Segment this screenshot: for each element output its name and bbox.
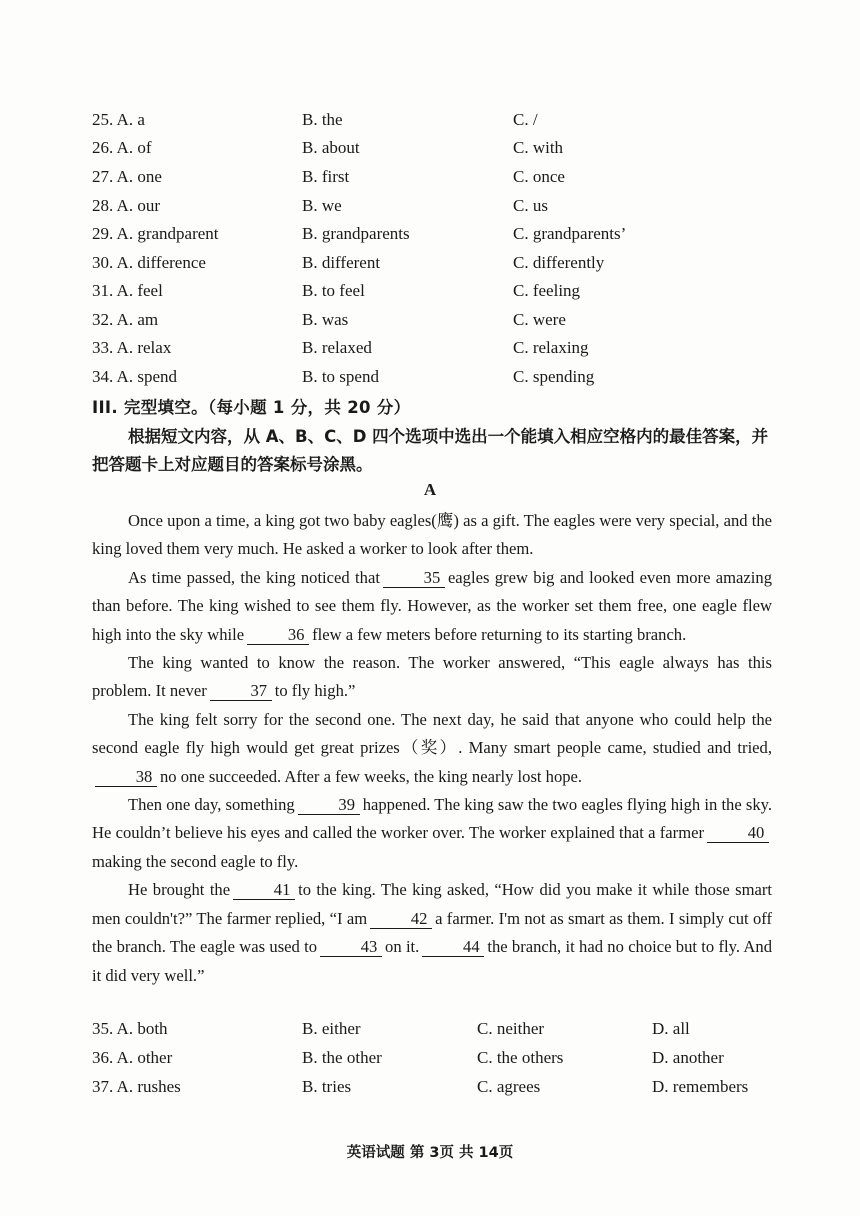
- option-b: B. to spend: [302, 367, 379, 386]
- option-a: 28. A. our: [92, 196, 160, 215]
- option-c: C. us: [513, 196, 548, 215]
- option-d: D. another: [652, 1048, 724, 1067]
- option-b: B. about: [302, 138, 360, 157]
- option-a: 30. A. difference: [92, 253, 206, 272]
- text: happened. The king saw the two eagles flying high in the sky. He couldn’t believe his eyes and called the worker over. The worker explained that a farmer: [92, 795, 772, 843]
- text: As time passed, the king noticed that: [128, 567, 380, 587]
- text: Then one day, something: [128, 795, 295, 815]
- option-a: 37. A. rushes: [92, 1077, 181, 1096]
- text: He brought the: [128, 880, 231, 900]
- blank-39: 39: [298, 796, 360, 815]
- paragraph: [92, 649, 772, 706]
- option-c: C. differently: [513, 253, 605, 272]
- paragraph: [92, 791, 772, 876]
- blank-38: 38: [95, 768, 157, 787]
- blank-43: 43: [320, 938, 382, 957]
- text: making the second eagle to fly.: [92, 851, 299, 871]
- option-b: B. the: [302, 110, 343, 129]
- option-c: C. grandparents’: [513, 224, 627, 243]
- option-b: B. tries: [302, 1077, 352, 1096]
- option-d: D. all: [652, 1019, 690, 1038]
- paragraph: [92, 706, 772, 791]
- option-c: C. were: [513, 310, 566, 329]
- option-a: 35. A. both: [92, 1019, 168, 1038]
- option-a: 29. A. grandparent: [92, 224, 219, 243]
- option-a: 26. A. of: [92, 138, 152, 157]
- option-c: C. relaxing: [513, 338, 589, 357]
- option-b: B. we: [302, 196, 342, 215]
- passage-title: A: [423, 480, 437, 499]
- text: flew a few meters before returning to its starting branch.: [312, 624, 687, 644]
- option-a: 25. A. a: [92, 110, 145, 129]
- paragraph: Once upon a time, a king got two baby eagles(鹰) as a gift. The eagles were very special, and the king loved them very much. He asked a worker to look after them.: [92, 511, 772, 559]
- paragraph: [92, 564, 772, 649]
- cloze-passage: [92, 507, 772, 990]
- text: eagles grew big and looked even more amazing than before. The king wished to see them fly. However, as the worker set them free, one eagle flew high into the sky while: [92, 567, 772, 644]
- blank-44: 44: [422, 938, 484, 957]
- text: The king wanted to know the reason. The worker answered, “This eagle always has this problem. It never: [92, 653, 772, 701]
- option-a: 33. A. relax: [92, 338, 172, 357]
- option-c: C. the others: [477, 1048, 564, 1067]
- option-d: D. remembers: [652, 1077, 749, 1096]
- text: to fly high.”: [274, 681, 356, 701]
- option-c: C. /: [513, 110, 538, 129]
- option-a: 34. A. spend: [92, 367, 177, 386]
- text: to the king. The king asked, “How did you make it while those smart men couldn't?” The farmer replied, “I am: [92, 880, 772, 928]
- blank-36: 36: [247, 626, 309, 645]
- option-b: B. either: [302, 1019, 361, 1038]
- option-c: C. spending: [513, 367, 595, 386]
- option-b: B. the other: [302, 1048, 382, 1067]
- blank-40: 40: [707, 824, 769, 843]
- option-b: B. different: [302, 253, 381, 272]
- text: on it.: [385, 937, 420, 957]
- section-heading: III. 完型填空。（每小题 1 分，共 20 分）: [92, 398, 411, 417]
- text: the branch, it had no choice but to fly. And it did very well.”: [92, 937, 772, 985]
- blank-37: 37: [210, 682, 272, 701]
- option-c: C. feeling: [513, 281, 581, 300]
- blank-42: 42: [370, 910, 432, 929]
- option-c: C. once: [513, 167, 565, 186]
- option-a: 36. A. other: [92, 1048, 173, 1067]
- text: The king felt sorry for the second one. The next day, he said that anyone who could help the second eagle fly high would get great prizes（奖）. Many smart people came, studied and tried,: [92, 709, 772, 758]
- text: a farmer. I'm not as smart as them. I simply cut off the branch. The eagle was used to: [92, 908, 772, 957]
- page-footer: 英语试题 第 3页 共 14页: [346, 1145, 514, 1161]
- option-b: B. to feel: [302, 281, 365, 300]
- option-a: 31. A. feel: [92, 281, 163, 300]
- option-a: 32. A. am: [92, 310, 159, 329]
- option-b: B. grandparents: [302, 224, 410, 243]
- text: no one succeeded. After a few weeks, the king nearly lost hope.: [160, 766, 583, 786]
- option-a: 27. A. one: [92, 167, 162, 186]
- option-c: C. with: [513, 138, 564, 157]
- blank-41: 41: [233, 881, 295, 900]
- blank-35: 35: [383, 569, 445, 588]
- option-b: B. first: [302, 167, 350, 186]
- paragraph: [92, 876, 772, 990]
- option-b: B. was: [302, 310, 349, 329]
- option-b: B. relaxed: [302, 338, 372, 357]
- section-instructions: 根据短文内容，从 A、B、C、D 四个选项中选出一个能填入相应空格内的最佳答案，并把答题卡上对应题目的答案标号涂黑。: [92, 427, 769, 474]
- option-c: C. neither: [477, 1019, 545, 1038]
- option-c: C. agrees: [477, 1077, 541, 1096]
